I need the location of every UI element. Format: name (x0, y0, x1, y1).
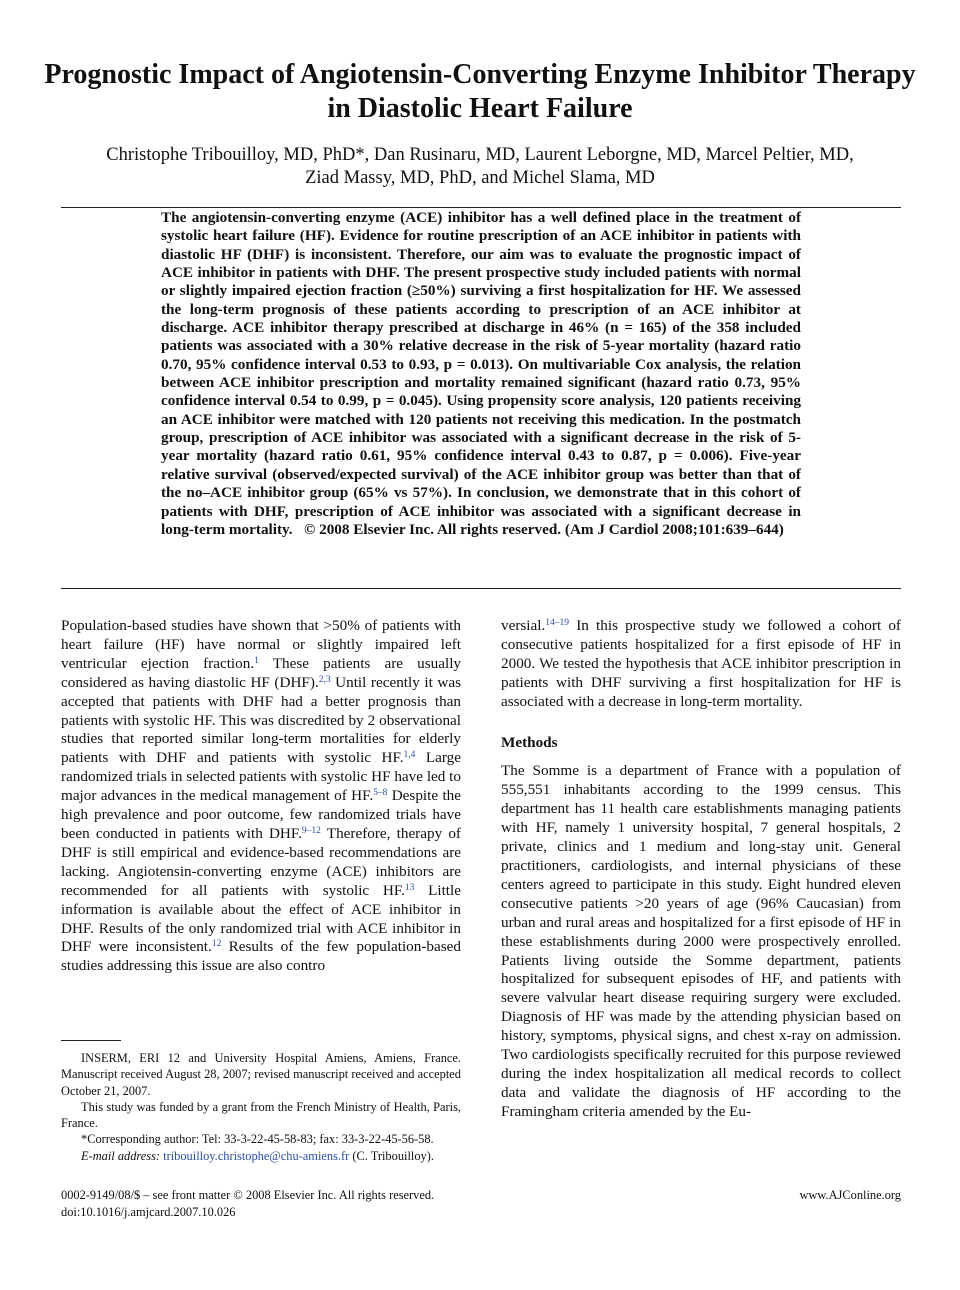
citation-14-19[interactable]: 14–19 (545, 618, 570, 628)
citation-12[interactable]: 12 (211, 939, 222, 950)
authors-line-1: Christophe Tribouilloy, MD, PhD*, Dan Rusinaru, MD, Laurent Leborgne, MD, Marcel Peltier, MD, (106, 145, 854, 165)
authors-line-2: Ziad Massy, MD, PhD, and Michel Slama, MD (305, 168, 655, 188)
methods-paragraph: The Somme is a department of France with a population of 555,551 inhabitants according to the 1999 census. This department has 11 health care establishments managing patients with HF, namely 1 university hospital, 7 general hospitals, 2 private, clinics and 1 medium and long-stay unit. General practitioners, cardiologists, and internal physicians of these centers agreed to participate in this study. Eight hundred eleven consecutive patients >20 years of age (96% Caucasian) from urban and rural areas and hospitalized for a first episode of HF in these establishments during 2000 were prospectively enrolled. Patients living outside the Somme department, patients hospitalized for subsequent episodes of HF, and patients with severe valvular heart disease requiring surgery were excluded. Diagnosis of HF was made by the attending physician based on history, symptoms, physical signs, and chest x-ray on admission. Two cardiologists specifically recruited for this purpose reviewed during the index hospitalization all medical records to collect data and validate the diagnosis of HF according to the Framingham criteria amended by the Eu- (501, 762, 901, 1120)
citation-9-12[interactable]: 9–12 (301, 825, 321, 836)
doi[interactable]: doi:10.1016/j.amjcard.2007.10.026 (61, 1205, 236, 1219)
corresponding-author-note: *Corresponding author: Tel: 33-3-22-45-58-83; fax: 33-3-22-45-56-58. (81, 1132, 434, 1147)
intro-paragraph-continued: versial.$^{14-19}$ In this prospective study we followed a cohort of consecutive patients hospitalized for a first episode of HF in 2000. We tested the hypothesis that ACE inhibitor prescription in patients with DHF surviving a first hospitalization for HF is associated with a decrease in long-term mortality. (501, 617, 901, 710)
citation-5-8[interactable]: 5–8 (373, 788, 388, 799)
email-suffix: (C. Tribouilloy). (349, 1148, 434, 1163)
footnotes (61, 1050, 461, 1164)
body-column-right (501, 617, 901, 1122)
citation-1-4[interactable]: 1,4 (403, 750, 416, 761)
intro-paragraph: Population-based studies have shown that >50% of patients with heart failure (HF) have normal or slightly impaired left ventricular ejection fraction.$^1$ These patients are usually considered as having diastolic HF (DHF).$^{2,3}$ Until recently it was accepted that patients with DHF had a better prognosis than patients with systolic HF. This was discredited by 2 observational studies that reported similar long-term mortalities for elderly patients with DHF and patients with systolic HF.$^{1,4}$ Large randomized trials in selected patients with systolic HF have led to major advances in the medical management of HF.$^{5-8}$ Despite the high prevalence and poor outcome, few randomized trials have been conducted in patients with DHF.$^{9-12}$ Therefore, therapy of DHF is still empirical and evidence-based recommendations are lacking. Angiotensin-converting enzyme (ACE) inhibitors are recommended for all patients with systolic HF.$^{13}$ Little information is available about the effect of ACE inhibitor in DHF. Results of the only randomized trial with ACE inhibitor in DHF were inconsistent.$^{12}$ Results of the few population-based studies addressing this issue are also contro (61, 617, 462, 975)
abstract-bottom-rule (61, 588, 901, 589)
intro-head-right: versial. (501, 617, 546, 634)
body-column-left (61, 617, 461, 976)
affiliation-note: INSERM, ERI 12 and University Hospital Amiens, Amiens, France. Manuscript received August 28, 2007; revised manuscript received and accepted October 21, 2007. (61, 1051, 461, 1098)
journal-website[interactable]: www.AJConline.org (799, 1188, 901, 1202)
citation-1[interactable]: 1 (254, 655, 259, 666)
intro-tail-left: Results of the few population-based studies addressing this issue are also contro (61, 938, 462, 975)
citation-2-3[interactable]: 2,3 (318, 674, 331, 685)
article-title: Prognostic Impact of Angiotensin-Converting Enzyme Inhibitor Therapy in Diastolic Heart Failure (44, 59, 916, 124)
abstract: The angiotensin-converting enzyme (ACE) inhibitor has a well defined place in the treatment of systolic heart failure (HF). Evidence for routine prescription of an ACE inhibitor in patients with diastolic HF (DHF) is inconsistent. Therefore, our aim was to evaluate the prognostic impact of ACE inhibitor in patients with DHF. The present prospective study included patients with normal or slightly impaired ejection fraction (≥50%) surviving a first hospitalization for HF. We assessed the long-term prognosis of these patients according to prescription of an ACE inhibitor at discharge. ACE inhibitor therapy prescribed at discharge in 46% (n = 165) of the 358 included patients was associated with a 30% relative decrease in the risk of 5-year mortality (hazard ratio 0.70, 95% confidence interval 0.53 to 0.93, p = 0.013). On multivariable Cox analysis, the relation between ACE inhibitor prescription and mortality remained significant (hazard ratio 0.73, 95% confidence interval 0.54 to 0.99, p = 0.045). Using propensity score analysis, 120 patients receiving an ACE inhibitor were matched with 120 patients not receiving this medication. In the postmatch group, prescription of ACE inhibitor was associated with a significant decrease in the risk of 5-year mortality (hazard ratio 0.61, 95% confidence interval 0.43 to 0.87, p = 0.006). Five-year relative survival (observed/expected survival) of the ACE inhibitor group was better than that of the no–ACE inhibitor group (65% vs 57%). In conclusion, we demonstrate that in this cohort of patients with DHF, prescription of ACE inhibitor was associated with a significant decrease in long-term mortality. © 2008 Elsevier Inc. All rights reserved. (Am J Cardiol 2008;101:639–644) (161, 209, 801, 538)
page-footer-left (61, 1187, 434, 1221)
footnote-rule (61, 1040, 121, 1041)
citation-13[interactable]: 13 (404, 882, 415, 893)
email-label: E-mail address: (81, 1148, 161, 1163)
email-note (61, 1148, 461, 1164)
email-link[interactable]: tribouilloy.christophe@chu-amiens.fr (163, 1148, 350, 1163)
abstract-top-rule (61, 207, 901, 208)
methods-heading: Methods (501, 733, 558, 751)
author-list (40, 144, 920, 190)
front-matter-notice: 0002-9149/08/$ – see front matter © 2008 Elsevier Inc. All rights reserved. (61, 1188, 435, 1202)
funding-note: This study was funded by a grant from the French Ministry of Health, Paris, France. (61, 1099, 461, 1131)
